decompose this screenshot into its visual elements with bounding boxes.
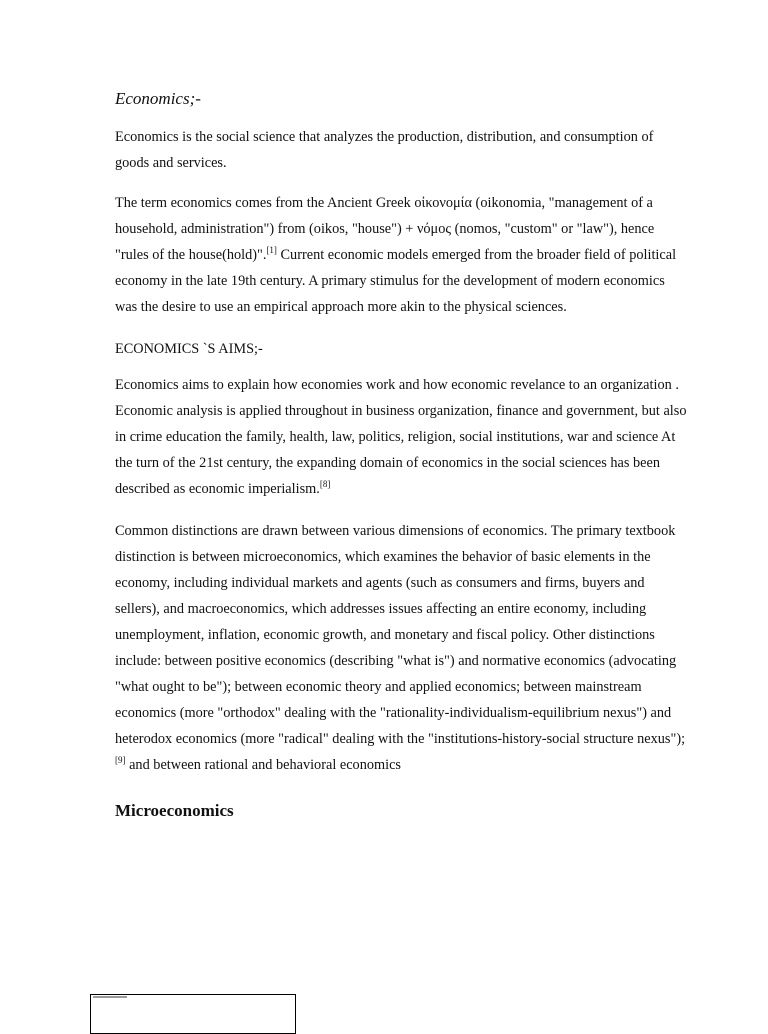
citation-8[interactable]: [8]	[319, 479, 331, 490]
paragraph-etymology	[115, 190, 690, 320]
paragraph-definition-text: Economics is the social science that analyzes the production, distribution, and consumption of goods and services.	[115, 129, 654, 171]
embedded-image-frame	[90, 994, 296, 1034]
distinctions-text-2: and between rational and behavioral economics	[125, 757, 402, 773]
image-placeholder-mark	[93, 996, 127, 998]
etymology-text-1: The term economics comes from the Ancient Greek οἰκονομία (oikonomia, "management of a household, administration") from (oikos, "house") + νόμος (nomos, "custom" or "law"), hence "rules of the house(hold)".	[115, 195, 655, 263]
paragraph-definition	[115, 124, 690, 176]
heading-economics: Economics;-	[115, 89, 201, 108]
aims-text: Economics aims to explain how economies work and how economic revelance to an organization . Economic analysis is applied throughout in business organization, finance and government, but also in crime education the family, health, law, politics, religion, social institutions, war and science At the turn of the 21st century, the expanding domain of economics in the social sciences has been described as economic imperialism.	[115, 377, 687, 497]
distinctions-text-1: Common distinctions are drawn between various dimensions of economics. The primary textbook distinction is between microeconomics, which examines the behavior of basic elements in the economy, including individual markets and agents (such as consumers and firms, buyers and sellers), and macroeconomics, which addresses issues affecting an entire economy, including unemployment, inflation, economic growth, and monetary and fiscal policy. Other distinctions include: between positive economics (describing "what is") and normative economics (advocating "what ought to be"); between economic theory and applied economics; between mainstream economics (more "orthodox" dealing with the "rationality-individualism-equilibrium nexus") and heterodox economics (more "radical" dealing with the "institutions-history-social structure nexus");	[115, 523, 686, 747]
citation-9[interactable]: [9]	[115, 755, 126, 766]
paragraph-distinctions	[115, 518, 690, 778]
citation-1[interactable]: [1]	[266, 245, 277, 256]
document-page	[115, 86, 690, 824]
etymology-text-2: Current economic models emerged from the broader field of political economy in the late 19th century. A primary stimulus for the development of modern economics was the desire to use an empirical approach more akin to the physical sciences.	[115, 247, 677, 315]
heading-microeconomics: Microeconomics	[115, 801, 234, 820]
paragraph-aims	[115, 372, 690, 502]
heading-aims: ECONOMICS `S AIMS;-	[115, 341, 263, 357]
